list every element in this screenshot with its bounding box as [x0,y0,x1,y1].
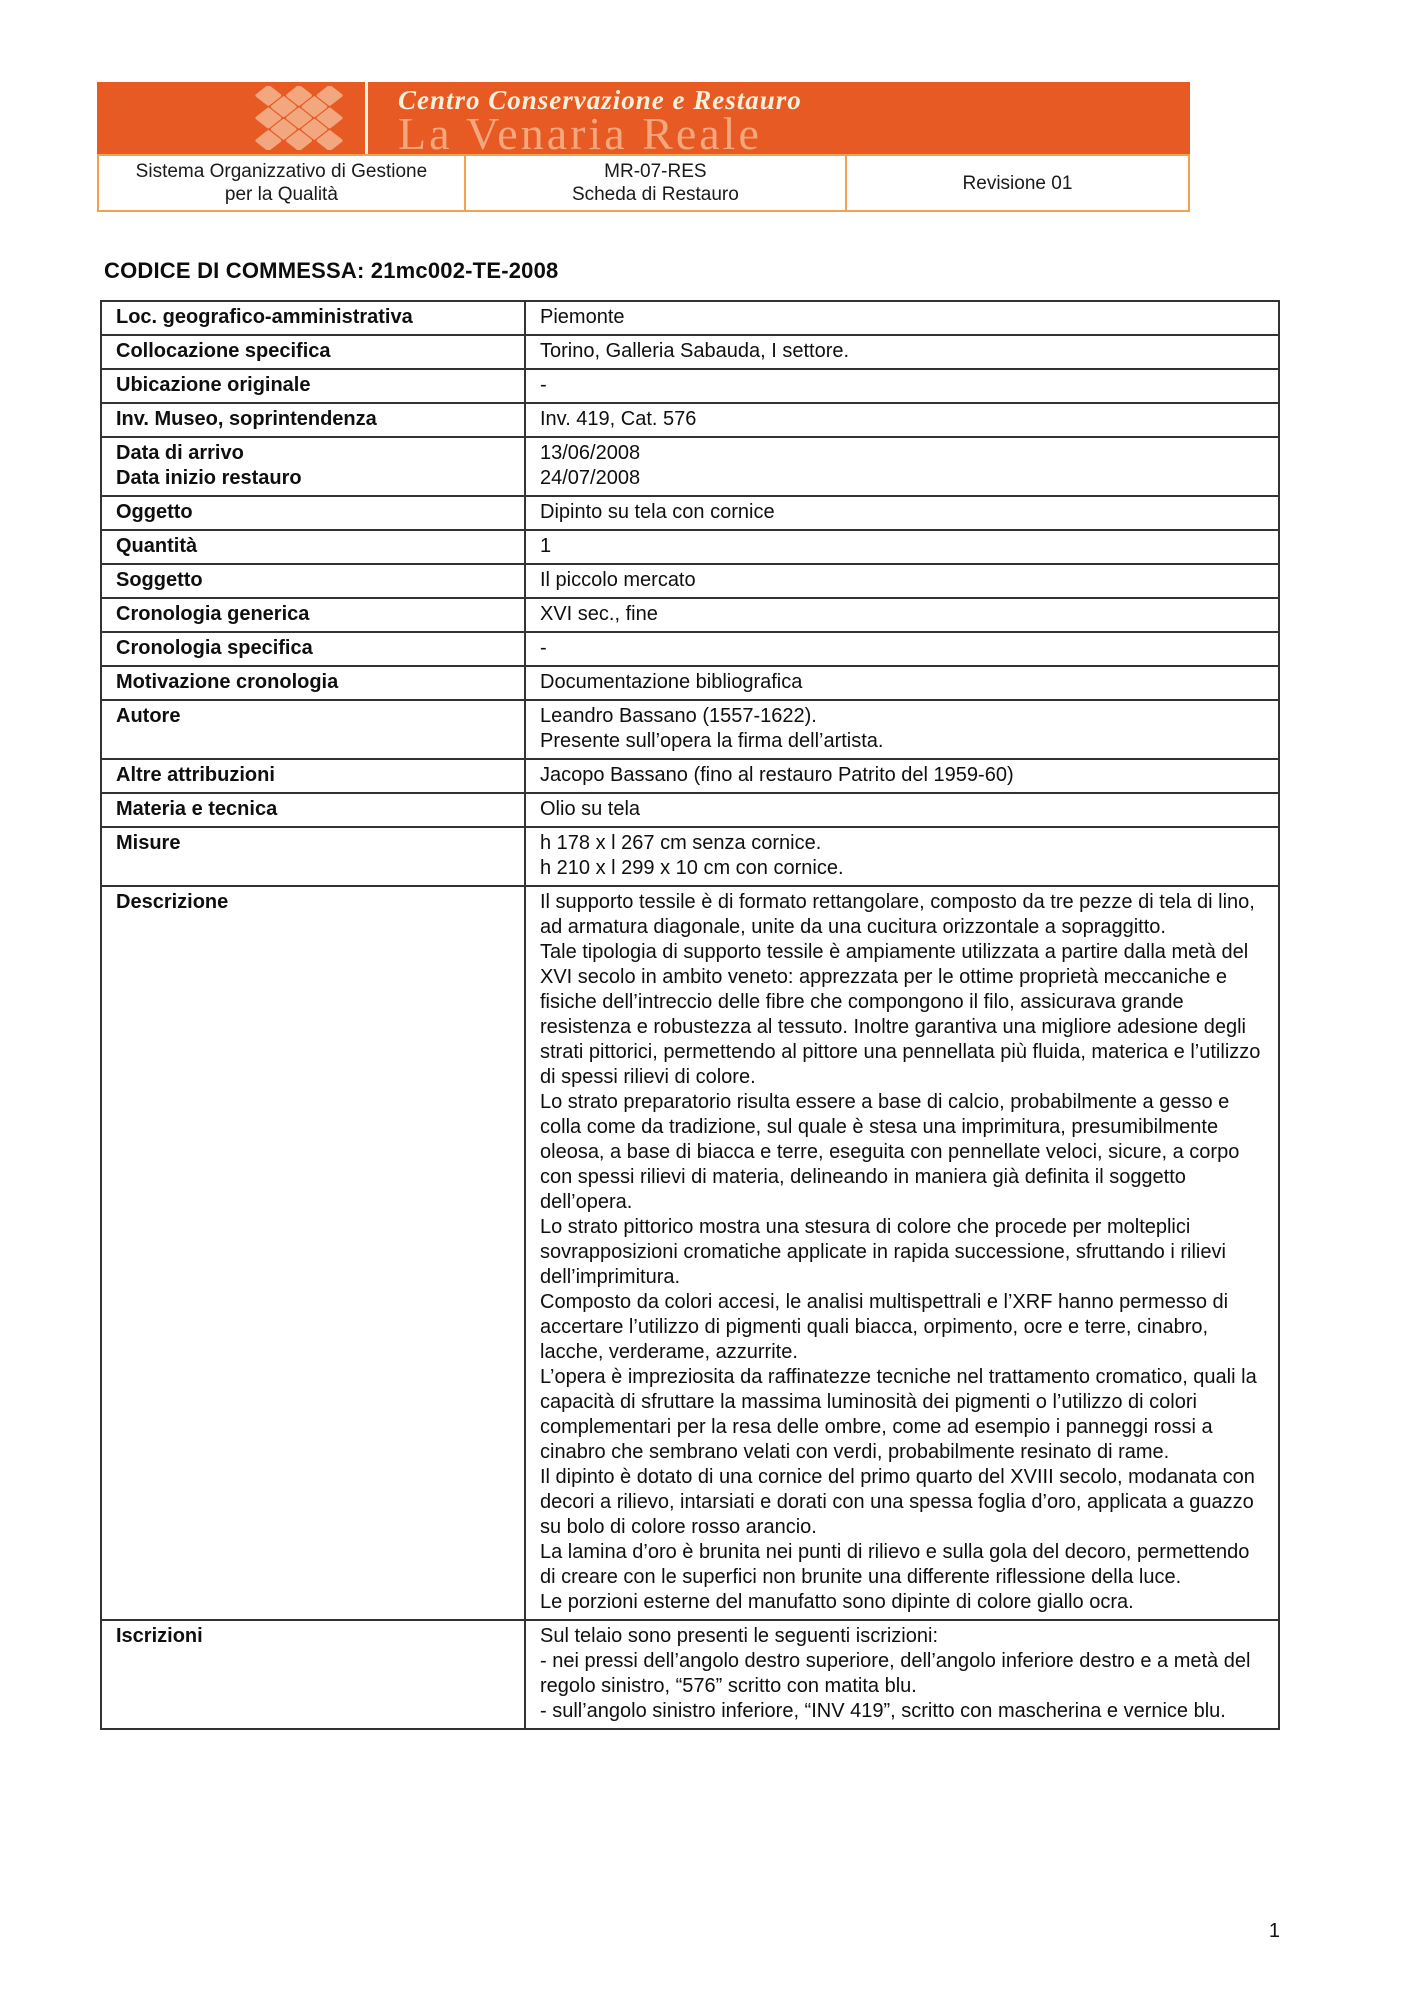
table-row [101,1620,1279,1729]
banner-title: La Venaria Reale [398,108,762,154]
table-row [101,598,1279,632]
field-value-line: 13/06/2008 [540,442,641,464]
field-value-line: h 210 x l 299 x 10 cm con cornice. [540,857,844,879]
revision-cell [845,156,1188,210]
field-label-line: Cronologia generica [116,603,310,625]
field-value-cell [525,403,1279,437]
page-title: CODICE DI COMMESSA: 21mc002-TE-2008 [104,258,559,283]
field-value-line: Olio su tela [540,798,641,820]
field-label-line: Autore [116,705,181,727]
venaria-banner [97,82,1190,154]
field-label-line: Misure [116,832,181,854]
field-label-line: Inv. Museo, soprintendenza [116,408,377,430]
field-label-line: Cronologia specifica [116,637,313,659]
field-value-line: Composto da colori accesi, le analisi multispettrali e l’XRF hanno permesso di accertare l’utilizzo di pigmenti quali biacca, orpimento, ocre e terre, cinabro, lacche, verderame, azzurrite. [540,1291,1229,1363]
field-label-cell [101,700,525,759]
field-value-line: Sul telaio sono presenti le seguenti iscrizioni: [540,1625,938,1647]
field-label-line: Materia e tecnica [116,798,278,820]
field-value-cell [525,632,1279,666]
logo-zone [97,82,365,154]
record-table [100,300,1280,1730]
field-label-cell [101,335,525,369]
field-value-cell [525,598,1279,632]
table-row [101,301,1279,335]
field-value-cell [525,335,1279,369]
field-label-cell [101,886,525,1620]
field-label-cell [101,301,525,335]
banner-text-zone [368,82,1190,154]
field-value-line: L’opera è impreziosita da raffinatezze tecniche nel trattamento cromatico, quali la capacità di sfruttare la massima luminosità dei pigmenti o l’utilizzo di colori complementari per la resa delle ombre, come ad esempio i panneggi rossi a cinabro che sembrano velati con verdi, probabilmente resinato di rame. [540,1366,1257,1463]
banner-subtitle: Centro Conservazione e Restauro [398,85,802,115]
field-label-cell [101,403,525,437]
field-label-line: Altre attribuzioni [116,764,275,786]
field-value-line: - [540,374,547,396]
field-value-line: 1 [540,535,552,557]
table-row [101,496,1279,530]
field-label-line: Motivazione cronologia [116,671,339,693]
field-value-line: Leandro Bassano (1557-1622). [540,705,817,727]
field-label-cell [101,793,525,827]
table-row [101,793,1279,827]
field-value-line: Il piccolo mercato [540,569,696,591]
field-label-cell [101,1620,525,1729]
table-row [101,369,1279,403]
table-row [101,530,1279,564]
revision-label: Revisione 01 [962,172,1073,194]
field-value-line: Dipinto su tela con cornice [540,501,775,523]
field-label-line: Quantità [116,535,198,557]
table-row [101,632,1279,666]
field-value-line: Piemonte [540,306,625,328]
field-value-line: - [540,637,547,659]
field-value-line: Documentazione bibliografica [540,671,803,693]
field-label-line: Loc. geografico-amministrativa [116,306,413,328]
field-value-line: Lo strato preparatorio risulta essere a base di calcio, probabilmente a gesso e colla come da tradizione, sul quale è stesa una imprimitura, presumibilmente oleosa, a base di biacca e terre, eseguita con pennellate veloci, sicure, a corpo con spessi rilievi di materia, delineando in maniera già definita il soggetto dell’opera. [540,1091,1240,1213]
field-label-cell [101,759,525,793]
quality-system-line2: per la Qualità [224,184,338,205]
table-row [101,335,1279,369]
field-label-line: Soggetto [116,569,203,591]
table-row [101,700,1279,759]
field-label-line: Oggetto [116,501,193,523]
field-value-line: XVI sec., fine [540,603,658,625]
field-value-cell [525,759,1279,793]
field-label-cell [101,598,525,632]
field-value-line: Lo strato pittorico mostra una stesura di colore che procede per molteplici sovrapposizioni cromatiche applicate in rapida successione, sfruttando i rilievi dell’imprimitura. [540,1216,1226,1288]
field-label-line: Descrizione [116,891,229,913]
page-number: 1 [1268,1920,1280,1942]
table-row [101,564,1279,598]
table-row [101,437,1279,496]
quality-system-cell [99,156,464,210]
document-code: MR-07-RES [604,161,707,182]
field-value-line: 24/07/2008 [540,467,641,489]
field-value-cell [525,886,1279,1620]
field-value-line: Presente sull’opera la firma dell’artista. [540,730,884,752]
field-value-line: Il dipinto è dotato di una cornice del primo quarto del XVIII secolo, modanata con decori a rilievo, intarsiati e dorati con una spessa foglia d’oro, applicata a guazzo su bolo di colore rosso arancio. [540,1466,1255,1538]
field-value-line: h 178 x l 267 cm senza cornice. [540,832,822,854]
field-value-cell [525,301,1279,335]
field-value-line: Tale tipologia di supporto tessile è ampiamente utilizzata a partire dalla metà del XVI secolo in ambito veneto: apprezzata per le ottime proprietà meccaniche e fisiche dell’intreccio delle fibre che compongono il filo, assicurava grande resistenza e robustezza al tessuto. Inoltre garantiva una migliore adesione degli strati pittorici, permettendo al pittore una pennellata più fluida, materica e l’utilizzo di spessi rilievi di colore. [540,941,1261,1088]
field-value-cell [525,437,1279,496]
field-value-line: Inv. 419, Cat. 576 [540,408,697,430]
field-label-cell [101,437,525,496]
field-label-cell [101,530,525,564]
field-label-line: Data inizio restauro [116,467,302,489]
table-row [101,403,1279,437]
field-label-cell [101,632,525,666]
record-table-wrap [100,300,1280,1730]
venaria-diamond-logo-icon [249,86,349,150]
field-value-cell [525,496,1279,530]
field-value-cell [525,666,1279,700]
quality-header-table [97,154,1190,212]
field-value-cell [525,369,1279,403]
table-row [101,827,1279,886]
field-value-cell [525,827,1279,886]
field-label-line: Ubicazione originale [116,374,311,396]
field-value-cell [525,530,1279,564]
quality-system-line1: Sistema Organizzativo di Gestione [135,161,428,182]
field-value-line: - sull’angolo sinistro inferiore, “INV 419”, scritto con mascherina e vernice blu. [540,1700,1226,1722]
table-row [101,666,1279,700]
field-value-line: Jacopo Bassano (fino al restauro Patrito del 1959-60) [540,764,1014,786]
document-code-cell [464,156,845,210]
table-row [101,759,1279,793]
field-label-cell [101,564,525,598]
field-label-cell [101,666,525,700]
field-value-cell [525,700,1279,759]
field-label-line: Collocazione specifica [116,340,331,362]
field-label-line: Data di arrivo [116,442,244,464]
field-value-cell [525,793,1279,827]
table-row [101,886,1279,1620]
field-value-line: La lamina d’oro è brunita nei punti di rilievo e sulla gola del decoro, permettendo di creare con le superfici non brunite una differente riflessione della luce. [540,1541,1250,1588]
field-label-cell [101,496,525,530]
field-value-line: Torino, Galleria Sabauda, I settore. [540,340,850,362]
field-label-line: Iscrizioni [116,1625,203,1647]
field-label-cell [101,369,525,403]
field-value-line: Le porzioni esterne del manufatto sono dipinte di colore giallo ocra. [540,1591,1134,1613]
field-value-line: Il supporto tessile è di formato rettangolare, composto da tre pezze di tela di lino, ad armatura diagonale, unite da una cucitura orizzontale a sopraggitto. [540,891,1255,938]
field-value-line: - nei pressi dell’angolo destro superiore, dell’angolo inferiore destro e a metà del regolo sinistro, “576” scritto con matita blu. [540,1650,1251,1697]
field-label-cell [101,827,525,886]
field-value-cell [525,564,1279,598]
field-value-cell [525,1620,1279,1729]
document-type: Scheda di Restauro [571,184,739,205]
